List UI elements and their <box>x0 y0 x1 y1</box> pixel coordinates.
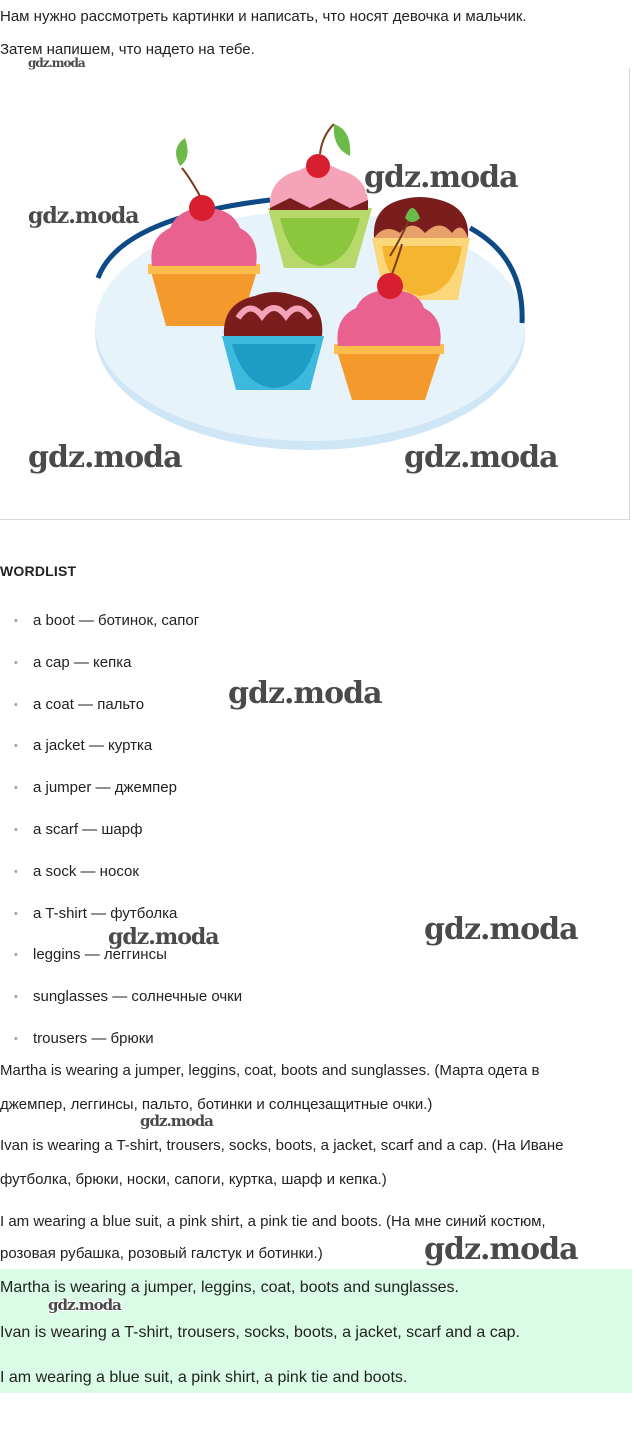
wordlist-heading: WORDLIST <box>0 563 77 579</box>
wordlist-item-text: trousers — брюки <box>33 1029 154 1047</box>
translation-3-line-2: розовая рубашка, розовый галстук и ботинки.) <box>0 1245 323 1262</box>
watermark: gdz.moda <box>48 1296 121 1314</box>
wordlist-item <box>0 770 632 812</box>
cupcake-pink-left <box>148 138 260 326</box>
watermark: gdz.moda <box>228 676 382 711</box>
watermark: gdz.moda <box>28 440 182 475</box>
bullet-icon: • <box>14 823 18 836</box>
wordlist-item <box>0 812 632 854</box>
bullet-icon: • <box>14 740 18 753</box>
wordlist-item-text: sunglasses — солнечные очки <box>33 988 243 1006</box>
watermark: gdz.moda <box>364 160 518 195</box>
intro-line-2: Затем напишем, что надето на тебе. <box>0 41 255 58</box>
wordlist-item-text: a cap — кепка <box>33 653 132 671</box>
answer-line-1: Martha is wearing a jumper, leggins, coat, boots and sunglasses. <box>0 1279 459 1296</box>
wordlist-item-text: a T-shirt — футболка <box>33 904 178 922</box>
watermark: gdz.moda <box>28 56 85 70</box>
cupcake-green-center <box>268 124 372 268</box>
answer-box <box>0 1269 632 1393</box>
wordlist-item-text: a coat — пальто <box>33 695 145 713</box>
bullet-icon: • <box>14 907 18 920</box>
translation-3-line-1: I am wearing a blue suit, a pink shirt, a pink tie and boots. (На мне синий костюм, <box>0 1213 546 1230</box>
translation-2-line-1: Ivan is wearing a T-shirt, trousers, socks, boots, a jacket, scarf and a cap. (На Иване <box>0 1137 564 1154</box>
wordlist <box>0 603 632 1063</box>
bullet-icon: • <box>14 782 18 795</box>
wordlist-item-text: a sock — носок <box>33 862 139 880</box>
wordlist-item <box>0 979 632 1021</box>
bullet-icon: • <box>14 949 18 962</box>
translation-1-line-1: Martha is wearing a jumper, leggins, coat, boots and sunglasses. (Марта одета в <box>0 1062 540 1079</box>
bullet-icon: • <box>14 865 18 878</box>
wordlist-item-text: leggins — леггинсы <box>33 946 167 964</box>
translation-2-line-2: футболка, брюки, носки, сапоги, куртка, шарф и кепка.) <box>0 1171 387 1188</box>
wordlist-item-text: a boot — ботинок, сапог <box>33 612 200 629</box>
bullet-icon: • <box>14 991 18 1004</box>
bullet-icon: • <box>14 698 18 711</box>
wordlist-item <box>0 728 632 770</box>
wordlist-item <box>0 854 632 896</box>
bullet-icon: • <box>14 1032 18 1045</box>
wordlist-item-text: a jumper — джемпер <box>33 779 177 797</box>
wordlist-item-text: a scarf — шарф <box>33 820 143 838</box>
intro-line-1: Нам нужно рассмотреть картинки и написать, что носят девочка и мальчик. <box>0 8 527 25</box>
watermark: gdz.moda <box>404 440 558 475</box>
answer-line-2: Ivan is wearing a T-shirt, trousers, socks, boots, a jacket, scarf and a cap. <box>0 1324 520 1341</box>
wordlist-item-text: a jacket — куртка <box>33 737 153 755</box>
answer-line-3: I am wearing a blue suit, a pink shirt, a pink tie and boots. <box>0 1369 408 1386</box>
cupcakes-illustration <box>0 56 630 520</box>
watermark: gdz.moda <box>424 1232 578 1267</box>
wordlist-item <box>0 1021 632 1063</box>
watermark: gdz.moda <box>28 203 139 229</box>
watermark: gdz.moda <box>108 924 219 950</box>
bullet-icon: • <box>14 615 18 627</box>
watermark: gdz.moda <box>424 912 578 947</box>
watermark: gdz.moda <box>140 1112 213 1130</box>
bullet-icon: • <box>14 656 18 669</box>
translation-1-line-2: джемпер, леггинсы, пальто, ботинки и солнцезащитные очки.) <box>0 1096 433 1113</box>
wordlist-item <box>0 603 632 645</box>
cupcake-blue-front <box>222 292 324 390</box>
